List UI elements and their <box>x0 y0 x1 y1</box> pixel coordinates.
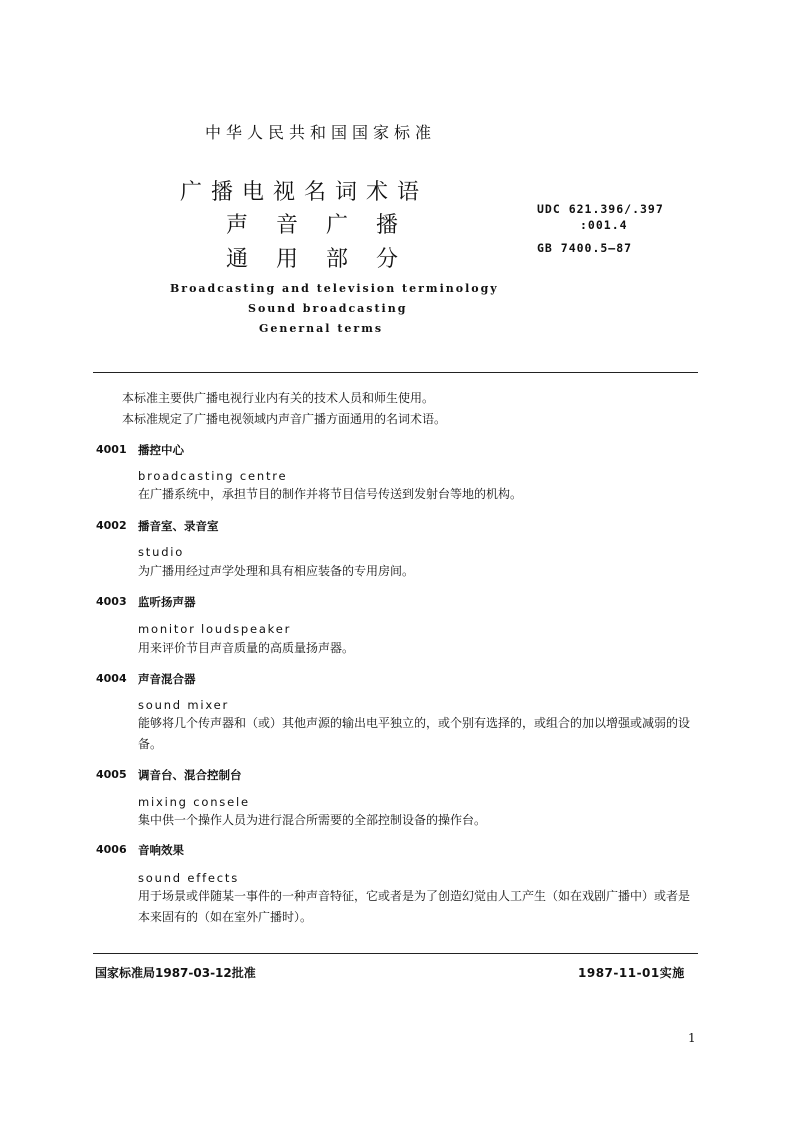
page-number: 1 <box>688 1031 696 1045</box>
document-title-line-2: 声音广播 <box>226 213 427 238</box>
term-english: sound mixer <box>138 698 230 712</box>
term-chinese: 音响效果 <box>138 843 184 857</box>
term-english: monitor loudspeaker <box>138 622 292 636</box>
udc-code: UDC 621.396/.397 <box>537 202 664 216</box>
term-chinese: 声音混合器 <box>138 672 196 686</box>
term-number: 4002 <box>96 519 127 532</box>
term-english: studio <box>138 545 185 559</box>
term-english: sound effects <box>138 871 240 885</box>
document-title-line-3: 通用部分 <box>226 247 427 272</box>
term-chinese: 播控中心 <box>138 443 184 457</box>
term-chinese: 调音台、混合控制台 <box>138 768 242 782</box>
term-definition: 集中供一个操作人员为进行混合所需要的全部控制设备的操作台。 <box>138 813 487 827</box>
term-definition: 能够将几个传声器和（或）其他声源的输出电平独立的，或个别有选择的，或组合的加以增强或减弱的设备。 <box>138 716 691 751</box>
top-divider <box>93 372 698 373</box>
term-definition: 在广播系统中，承担节目的制作并将节目信号传送到发射台等地的机构。 <box>138 487 523 501</box>
term-number: 4005 <box>96 768 127 781</box>
term-definition: 为广播用经过声学处理和具有相应装备的专用房间。 <box>138 564 415 578</box>
intro-paragraph-1: 本标准主要供广播电视行业内有关的技术人员和师生使用。 <box>122 391 435 405</box>
term-definition: 用于场景或伴随某一事件的一种声音特征，它或者是为了创造幻觉由人工产生（如在戏剧广播中）或者是本来固有的（如在室外广播时）。 <box>138 889 691 924</box>
approval-date: 国家标准局1987-03-12批准 <box>95 966 256 980</box>
intro-paragraph-2: 本标准规定了广播电视领域内声音广播方面通用的名词术语。 <box>122 412 447 426</box>
term-english: mixing consele <box>138 795 250 809</box>
english-title-line-2: Sound broadcasting <box>248 302 408 315</box>
gb-code: GB 7400.5—87 <box>537 241 633 255</box>
english-title-line-1: Broadcasting and television terminology <box>170 282 499 295</box>
bottom-divider <box>93 953 698 954</box>
term-number: 4001 <box>96 443 127 456</box>
term-number: 4003 <box>96 595 127 608</box>
national-standard-heading: 中华人民共和国国家标准 <box>205 123 437 142</box>
term-definition: 用来评价节目声音质量的高质量扬声器。 <box>138 641 355 655</box>
effective-date: 1987-11-01实施 <box>578 966 685 980</box>
udc-code-suffix: :001.4 <box>580 218 628 232</box>
term-number: 4006 <box>96 843 127 856</box>
document-title-line-1: 广播电视名词术语 <box>180 180 429 205</box>
term-chinese: 播音室、录音室 <box>138 519 219 533</box>
term-number: 4004 <box>96 672 127 685</box>
term-chinese: 监听扬声器 <box>138 595 196 609</box>
english-title-line-3: Genernal terms <box>259 322 384 335</box>
term-english: broadcasting centre <box>138 469 288 483</box>
